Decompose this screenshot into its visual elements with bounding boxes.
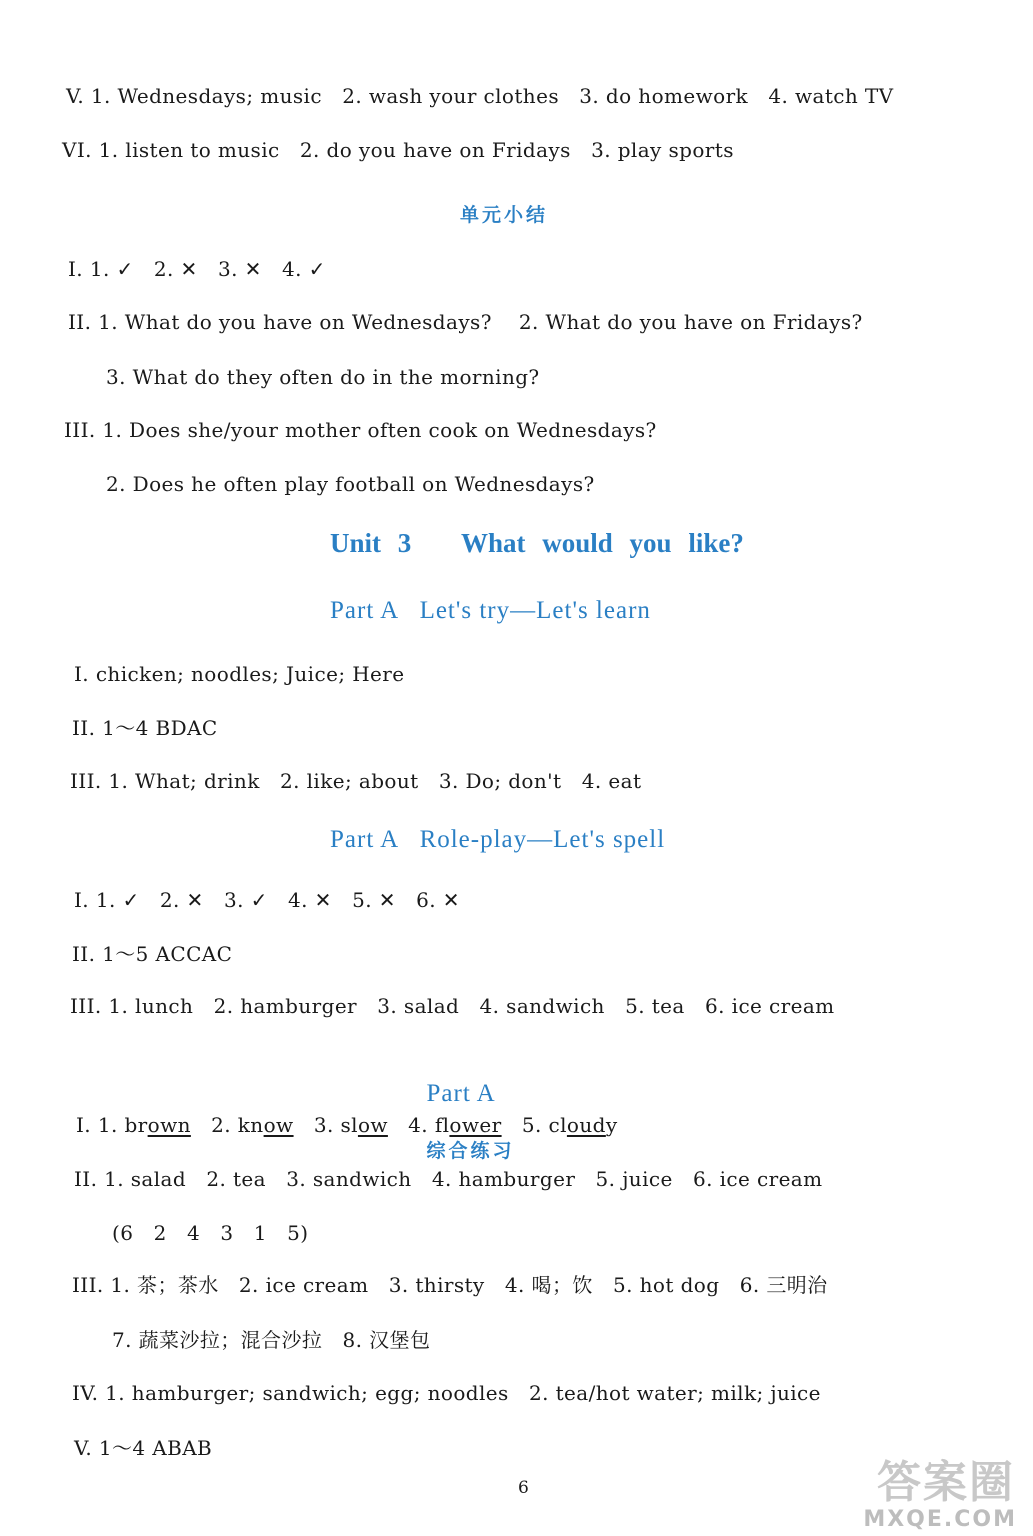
text-fragment: 4. fl bbox=[387, 1113, 450, 1137]
part-heading-comprehensive-en: Part A bbox=[426, 1080, 496, 1107]
answer-line-summary-i: I. 1. ✓ 2. ✕ 3. ✕ 4. ✓ bbox=[68, 257, 326, 281]
answer-line-part1-i: I. chicken; noodles; Juice; Here bbox=[74, 662, 405, 686]
text-fragment: 5. cl bbox=[501, 1113, 567, 1137]
answer-line-part3-ii: II. 1. salad 2. tea 3. sandwich 4. hamburger 5. juice 6. ice cream bbox=[74, 1167, 823, 1191]
answer-line-summary-ii-3: 3. What do they often do in the morning? bbox=[106, 365, 540, 389]
answer-line-part2-iii: III. 1. lunch 2. hamburger 3. salad 4. sandwich 5. tea 6. ice cream bbox=[70, 994, 835, 1018]
answer-line-summary-ii: II. 1. What do you have on Wednesdays? 2. What do you have on Fridays? bbox=[68, 310, 863, 334]
text-fragment: 3. sl bbox=[293, 1113, 358, 1137]
section-heading-unit-summary: 单元小结 bbox=[460, 204, 549, 226]
underlined-letters: ow bbox=[357, 1113, 388, 1137]
underlined-letters: ower bbox=[449, 1113, 502, 1137]
answer-line-part3-iii: III. 1. 茶；茶水 2. ice cream 3. thirsty 4. 喝；饮 5. hot dog 6. 三明治 bbox=[72, 1273, 828, 1297]
underlined-letters: oud bbox=[566, 1113, 606, 1137]
text-fragment: I. 1. br bbox=[76, 1113, 148, 1137]
text-fragment: y bbox=[605, 1113, 618, 1137]
unit-title: Unit 3 What would you like? bbox=[330, 528, 744, 558]
watermark-bottom-text: MXQE.COM bbox=[863, 1507, 1017, 1532]
answer-line-v-1: V. 1. Wednesdays; music 2. wash your clothes 3. do homework 4. watch TV bbox=[66, 84, 894, 108]
underlined-letters: ow bbox=[263, 1113, 294, 1137]
answer-line-part2-ii: II. 1～5 ACCAC bbox=[72, 942, 233, 966]
part-heading-comprehensive bbox=[412, 1052, 515, 1164]
answer-line-part3-ii-order: (6 2 4 3 1 5) bbox=[112, 1221, 309, 1245]
answer-line-part3-v: V. 1～4 ABAB bbox=[74, 1436, 213, 1460]
part-heading-role-play: Part A Role-play—Let's spell bbox=[330, 826, 666, 853]
answer-line-vi-1: VI. 1. listen to music 2. do you have on Fridays 3. play sports bbox=[62, 138, 734, 162]
answer-line-part3-iv: IV. 1. hamburger; sandwich; egg; noodles 2. tea/hot water; milk; juice bbox=[72, 1381, 821, 1405]
answer-line-part1-ii: II. 1～4 BDAC bbox=[72, 716, 218, 740]
part-heading-lets-try: Part A Let's try—Let's learn bbox=[330, 597, 651, 624]
text-fragment: 2. kn bbox=[190, 1113, 264, 1137]
watermark-top-text: 答案圈 bbox=[877, 1457, 1015, 1508]
answer-line-summary-iii: III. 1. Does she/your mother often cook on Wednesdays? bbox=[64, 418, 657, 442]
answer-line-part1-iii: III. 1. What; drink 2. like; about 3. Do; don't 4. eat bbox=[70, 769, 642, 793]
answer-line-part2-i: I. 1. ✓ 2. ✕ 3. ✓ 4. ✕ 5. ✕ 6. ✕ bbox=[74, 888, 460, 912]
page-number: 6 bbox=[518, 1478, 529, 1498]
watermark-logo bbox=[863, 1446, 1027, 1536]
underlined-letters: own bbox=[147, 1113, 191, 1137]
answer-line-part3-i bbox=[76, 1113, 618, 1137]
answer-line-part3-iii-2: 7. 蔬菜沙拉；混合沙拉 8. 汉堡包 bbox=[112, 1328, 431, 1352]
answer-line-summary-iii-2: 2. Does he often play football on Wednesdays? bbox=[106, 472, 595, 496]
part-heading-comprehensive-cn: 综合练习 bbox=[426, 1140, 515, 1162]
